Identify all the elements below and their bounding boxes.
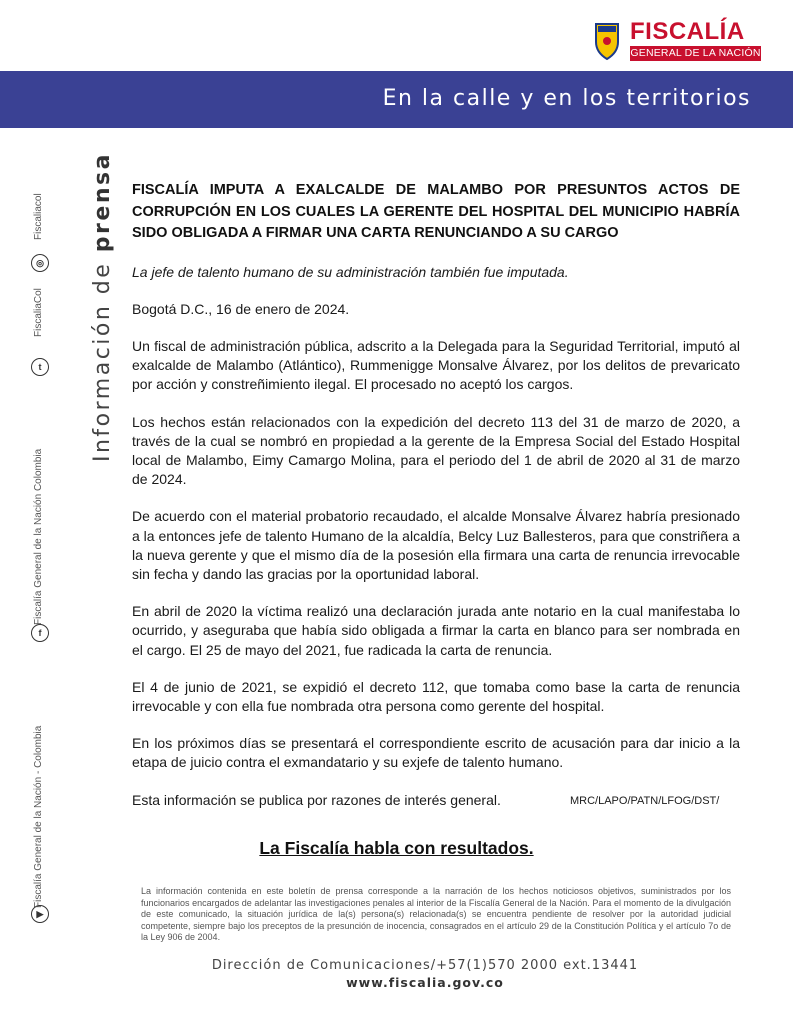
logo-subtitle: GENERAL DE LA NACIÓN: [630, 47, 761, 59]
website-link[interactable]: www.fiscalia.gov.co: [346, 975, 504, 990]
logo-wordmark: FISCALÍA: [630, 18, 745, 45]
twitter-icon[interactable]: t: [31, 358, 49, 376]
paragraph-6: En los próximos días se presentará el correspondiente escrito de acusación para dar inicio a la etapa de juicio contra el exmandatario y su exjefe de talento humano.: [132, 735, 740, 771]
instagram-icon[interactable]: ◎: [31, 254, 49, 272]
headline: FISCALÍA IMPUTA A EXALCALDE DE MALAMBO POR PRESUNTOS ACTOS DE CORRUPCIÓN EN LOS CUALES LA GERENTE DEL HOSPITAL DEL MUNICIPIO HABRÍA SIDO OBLIGADA A FIRMAR UNA CARTA RENUNCIANDO A SU CARGO: [132, 182, 740, 241]
press-info-bold: prensa: [90, 152, 115, 253]
contact-line: Dirección de Comunicaciones/+57(1)570 2000 ext.13441: [211, 958, 639, 973]
subtitle: La jefe de talento humano de su administración también fue imputada.: [132, 263, 569, 280]
dateline: Bogotá D.C., 16 de enero de 2024.: [132, 300, 350, 317]
closing-note: Esta información se publica por razones de interés general.: [132, 791, 501, 808]
author-codes: MRC/LAPO/PATN/LFOG/DST/: [570, 794, 720, 807]
paragraph-3: De acuerdo con el material probatorio recaudado, el alcalde Monsalve Álvarez habría presionado a la entonces jefe de talento Humano de la alcaldía, Belcy Luz Ballesteros, para que constriñera a la nueva gerente y que el mismo día de la posesión ella firmara una carta de renuncia irrevocable sin fecha y dando las gracias por la oportunidad laboral.: [132, 508, 740, 582]
article-body: [132, 180, 740, 810]
footer-slogan: La Fiscalía habla con resultados.: [259, 838, 534, 858]
sidebar-youtube-text: Fiscalía General de la Nación - Colombia: [33, 725, 44, 908]
press-info-label: [90, 152, 115, 462]
paragraph-4: En abril de 2020 la víctima realizó una declaración jurada ante notario en la cual manifestaba lo ocurrido, y aseguraba que había sido obligada a firmar la carta en blanco para ser nombrada en el cargo. El 25 de mayo del 2021, fue radicada la carta de renuncia.: [132, 603, 740, 658]
sidebar-twitter-text: FiscaliaCol: [33, 288, 44, 337]
closing-row: [132, 791, 740, 810]
banner-slogan: En la calle y en los territorios: [382, 86, 751, 111]
paragraph-5: El 4 de junio de 2021, se expidió el decreto 112, que tomaba como base la carta de renuncia irrevocable y con ella fue nombrada otra persona como gerente del hospital.: [132, 678, 740, 714]
header-banner: [0, 71, 793, 128]
coat-of-arms-icon: [590, 20, 624, 62]
fiscalia-logo: [590, 18, 765, 64]
paragraph-2: Los hechos están relacionados con la expedición del decreto 113 del 31 de marzo de 2020, a través de la cual se nombró en propiedad a la gerente de la Empresa Social del Estado Hospital local de Malambo, Eimy Camargo Molina, para el periodo del 1 de abril de 2020 al 31 de marzo de 2024.: [132, 413, 740, 488]
legal-disclaimer: La información contenida en este boletín de prensa corresponde a la narración de los hechos noticiosos objetivos, suministrados por los funcionarios encargados de adelantar las investigaciones penales al interior de la Fiscalía General de la Nación. Para el momento de la divulgación de este comunicado, la situación jurídica de la(s) persona(s) relacionada(s) se encuentra pendiente de resolver por la autoridad judicial competente, siempre bajo los preceptos de la presunción de inocencia, consagrados en el artículo 29 de la Constitución Política y el artículo 7o de la Ley 906 de 2004.: [141, 886, 731, 943]
press-info-light: Información de: [90, 261, 115, 462]
facebook-icon[interactable]: f: [31, 624, 49, 642]
paragraph-1: Un fiscal de administración pública, adscrito a la Delegada para la Seguridad Territorial, imputó al exalcalde de Malambo (Atlántico), Rummenigge Monsalve Álvarez, por los delitos de prevaricato por acción y constreñimiento ilegal. El procesado no aceptó los cargos.: [132, 337, 740, 393]
sidebar-instagram-text: Fiscaliacol: [33, 193, 44, 240]
sidebar-facebook-text: Fiscalía General de la Nación Colombia: [33, 448, 44, 625]
youtube-icon[interactable]: ▶: [31, 905, 49, 923]
